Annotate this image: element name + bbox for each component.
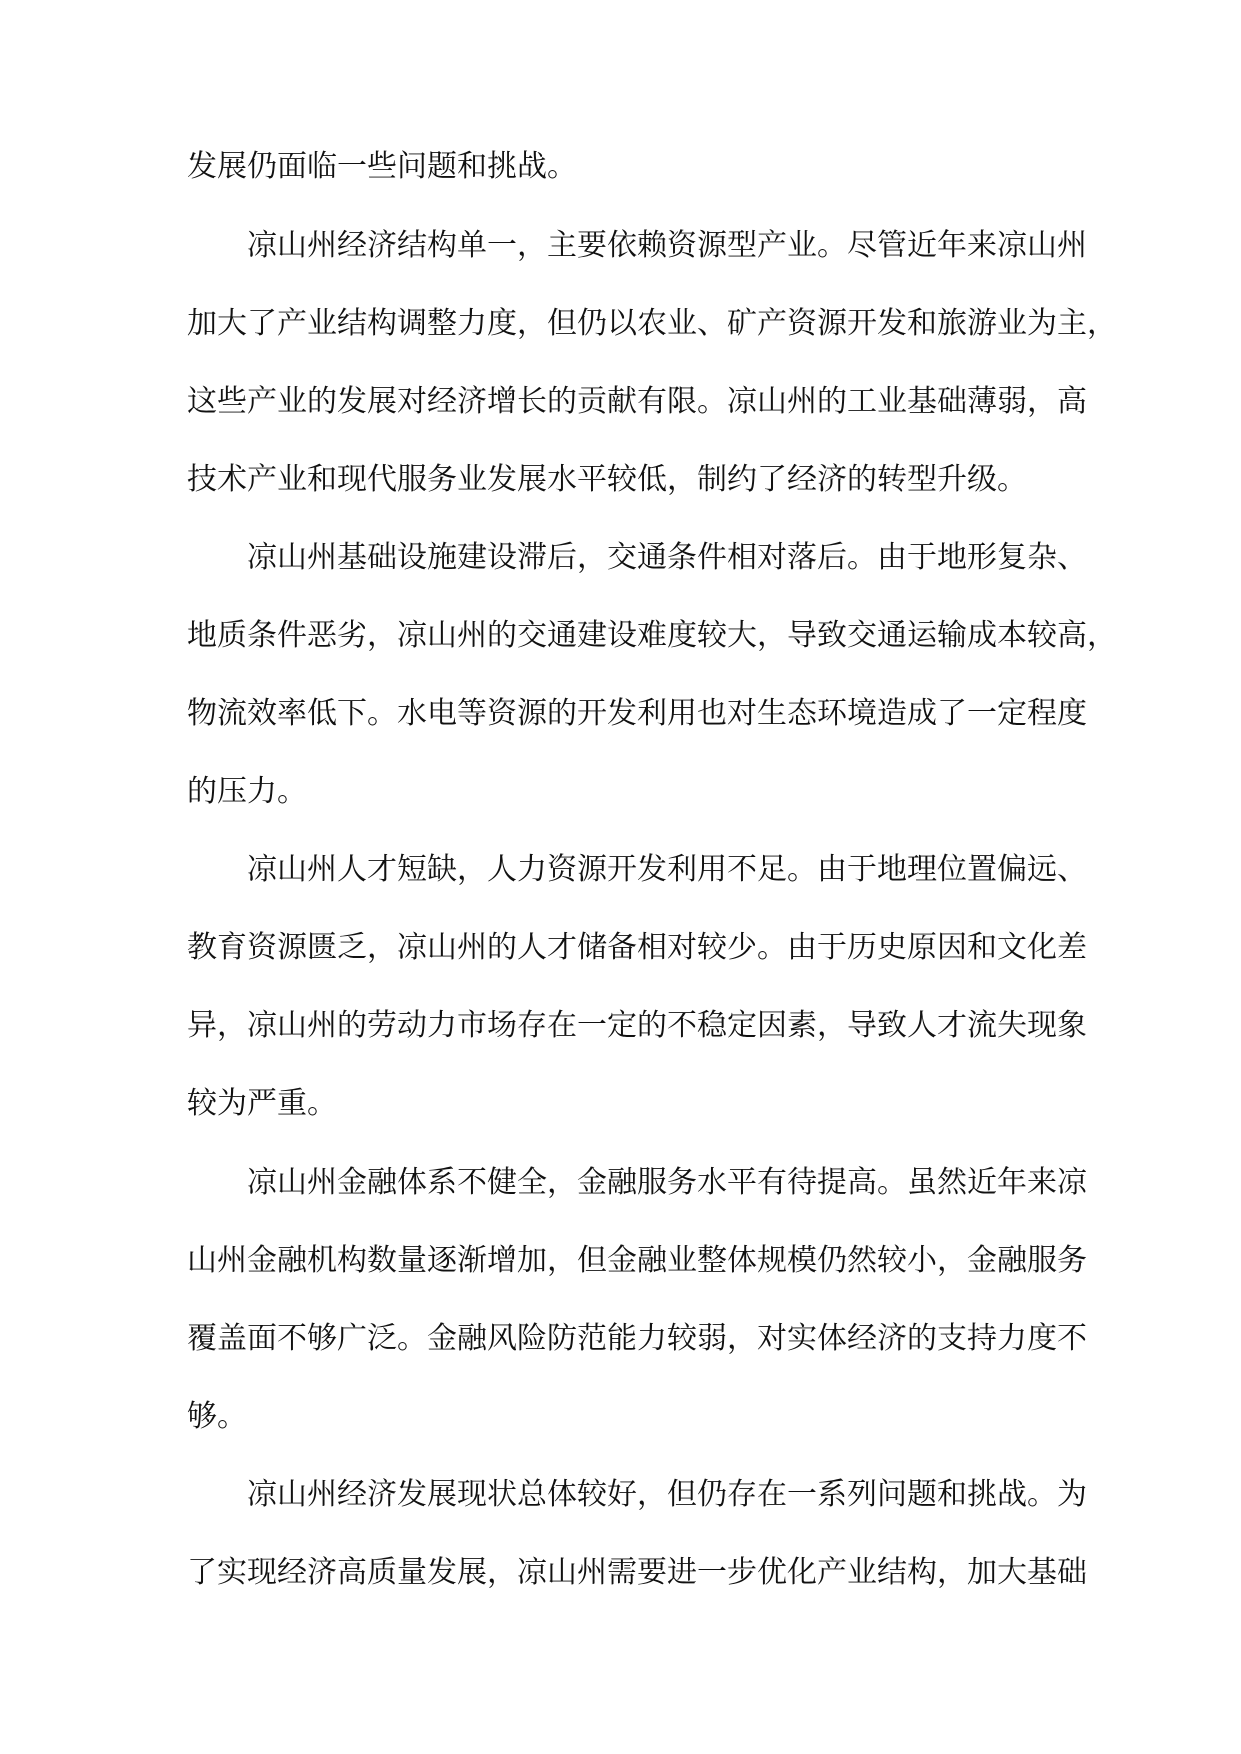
paragraph-line: 够。 bbox=[187, 1399, 247, 1434]
paragraph-line: 凉山州经济发展现状总体较好，但仍存在一系列问题和挑战。为 bbox=[247, 1477, 1087, 1512]
paragraph-line: 这些产业的发展对经济增长的贡献有限。凉山州的工业基础薄弱，高 bbox=[187, 384, 1087, 419]
paragraph-line: 覆盖面不够广泛。金融风险防范能力较弱，对实体经济的支持力度不 bbox=[187, 1321, 1087, 1356]
paragraph-line: 凉山州经济结构单一，主要依赖资源型产业。尽管近年来凉山州 bbox=[247, 228, 1087, 263]
paragraph-line: 发展仍面临一些问题和挑战。 bbox=[187, 149, 577, 184]
paragraph-line: 物流效率低下。水电等资源的开发利用也对生态环境造成了一定程度 bbox=[187, 696, 1087, 731]
paragraph-line: 凉山州基础设施建设滞后，交通条件相对落后。由于地形复杂、 bbox=[247, 540, 1087, 575]
paragraph-line: 加大了产业结构调整力度，但仍以农业、矿产资源开发和旅游业为主， bbox=[187, 306, 1117, 341]
paragraph-line: 地质条件恶劣，凉山州的交通建设难度较大，导致交通运输成本较高， bbox=[187, 618, 1117, 653]
paragraph-line: 山州金融机构数量逐渐增加，但金融业整体规模仍然较小，金融服务 bbox=[187, 1243, 1087, 1278]
paragraph-line: 了实现经济高质量发展，凉山州需要进一步优化产业结构，加大基础 bbox=[187, 1555, 1087, 1590]
paragraph-line: 技术产业和现代服务业发展水平较低，制约了经济的转型升级。 bbox=[187, 462, 1027, 497]
paragraph-line: 教育资源匮乏，凉山州的人才储备相对较少。由于历史原因和文化差 bbox=[187, 930, 1087, 965]
paragraph-line: 凉山州金融体系不健全，金融服务水平有待提高。虽然近年来凉 bbox=[247, 1165, 1087, 1200]
paragraph-line: 异，凉山州的劳动力市场存在一定的不稳定因素，导致人才流失现象 bbox=[187, 1008, 1087, 1043]
paragraph-line: 较为严重。 bbox=[187, 1086, 337, 1121]
paragraph-line: 凉山州人才短缺，人力资源开发利用不足。由于地理位置偏远、 bbox=[247, 852, 1087, 887]
paragraph-line: 的压力。 bbox=[187, 774, 307, 809]
